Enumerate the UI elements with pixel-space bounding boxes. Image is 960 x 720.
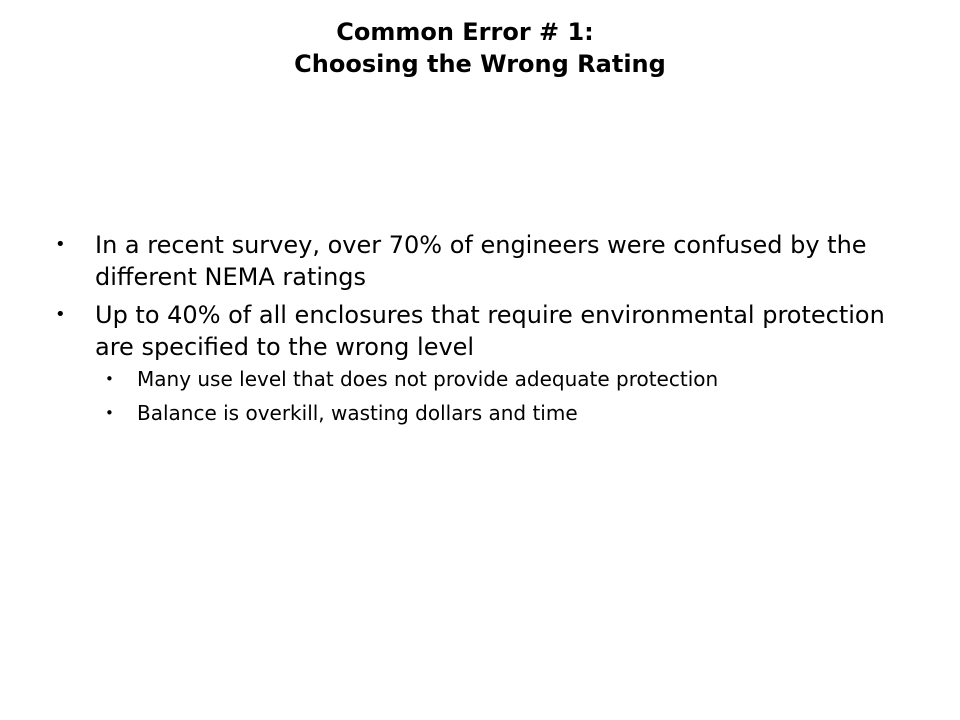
bullet-list <box>55 229 915 427</box>
slide-title <box>0 16 960 80</box>
sub-bullet-dot-icon: • <box>105 370 114 388</box>
bullet-item-survey <box>55 229 915 293</box>
sub-bullet-text: Balance is overkill, wasting dollars and time <box>137 401 578 425</box>
slide-body <box>55 229 915 433</box>
bullet-dot-icon: • <box>55 234 66 255</box>
sub-bullet-list <box>95 365 915 427</box>
sub-bullet-item <box>95 365 955 393</box>
bullet-text: In a recent survey, over 70% of engineers were confused by the different NEMA ratings <box>95 231 867 291</box>
bullet-dot-icon: • <box>55 304 66 325</box>
title-line-1: Common Error # 1: <box>336 18 594 46</box>
sub-bullet-item <box>95 399 955 427</box>
sub-bullet-dot-icon: • <box>105 404 114 422</box>
sub-bullet-text: Many use level that does not provide adequate protection <box>137 367 719 391</box>
title-line-2: Choosing the Wrong Rating <box>294 50 666 78</box>
bullet-text: Up to 40% of all enclosures that require environmental protection are specified to the wrong level <box>95 301 885 361</box>
bullet-item-enclosures <box>55 299 915 427</box>
